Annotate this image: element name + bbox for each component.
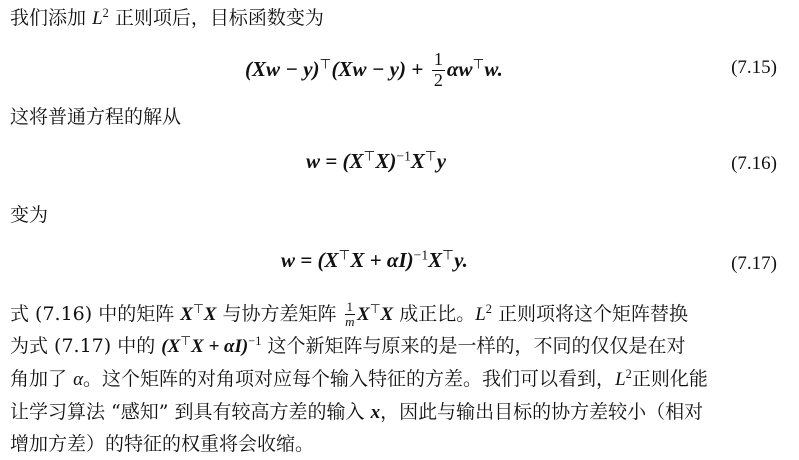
para-line-1 [10, 300, 688, 330]
eq1-number: (7.15) [731, 57, 777, 78]
eq1-sup1: ⊤ [319, 56, 332, 72]
eq1-part2: (Xw − y) + [331, 56, 424, 81]
para-line-2 [10, 333, 685, 360]
para-l1j: 成正比。 [399, 302, 476, 325]
intro-math-l: L [92, 8, 103, 29]
para-l2c: ⊤ [180, 334, 192, 349]
para-l1d: X [203, 303, 217, 325]
eq3-number: (7.17) [731, 253, 777, 274]
eq2-lhs: w = (X [306, 149, 364, 173]
eq1-part4: w. [484, 56, 503, 81]
para-l2f: 这个新矩阵与原来的是一样的，不同的仅仅是在对 [267, 335, 686, 357]
para-l2e: −1 [248, 334, 262, 349]
para-l1f-den: m [345, 314, 355, 330]
eq2-y: y [436, 149, 447, 173]
equation-7-16 [306, 149, 446, 174]
eq3-sup3: ⊤ [442, 247, 455, 263]
equation-7-15 [245, 50, 503, 91]
equation-7-17 [281, 248, 468, 273]
intro-math-sup: 2 [102, 6, 109, 21]
eq1-fraction [432, 50, 445, 91]
para-l3f: 正则化能 [631, 368, 708, 390]
eq3-sup1: ⊤ [338, 247, 351, 263]
para-l1c: ⊤ [192, 302, 204, 317]
para-l1i: X [380, 303, 394, 325]
intro-text: 我们添加 [10, 7, 87, 29]
para-l4a: 让学习算法 “感知” 到具有较高方差的输入 [10, 401, 365, 423]
normal-eq-line: 这将普通方程的解从 [10, 106, 182, 128]
eq3-y: y. [454, 248, 468, 272]
para-l2b: (X [161, 336, 181, 357]
para-l3d: L [615, 369, 626, 390]
intro-rest: 正则项后，目标函数变为 [114, 7, 324, 29]
para-l3c: 。这个矩阵的对角项对应每个输入特征的方差。我们可以看到， [83, 368, 616, 390]
para-l1b: X [180, 303, 193, 325]
eq2-x: X [410, 149, 425, 173]
eq2-number: (7.16) [731, 153, 777, 174]
para-l1k: L [475, 303, 486, 325]
eq2-mid: X) [375, 149, 397, 173]
para-l1a: 式 (7.16) 中的矩阵 [10, 302, 175, 325]
para-l2a: 为式 (7.17) 中的 [10, 335, 156, 357]
eq1-part1: (Xw − y) [245, 56, 320, 81]
eq1-frac-num: 1 [433, 49, 443, 69]
para-l1g: X [357, 303, 370, 325]
para-l1e: 与协方差矩阵 [222, 302, 337, 325]
eq3-x: X [428, 248, 443, 272]
para-line-5: 增加方差）的特征的权重将会收缩。 [10, 433, 315, 455]
eq2-sup2: −1 [396, 148, 411, 164]
intro-line [10, 5, 324, 32]
para-l3e: 2 [625, 367, 632, 382]
para-line-4 [10, 399, 703, 426]
eq1-part3: αw [446, 56, 473, 81]
para-l3b: α [73, 369, 84, 390]
para-l1f-fraction [345, 300, 356, 330]
eq2-sup1: ⊤ [363, 148, 376, 164]
eq3-sup2: −1 [413, 247, 429, 263]
para-l3a: 角加了 [10, 368, 68, 390]
becomes-line: 变为 [10, 204, 49, 226]
eq1-frac-den: 2 [433, 69, 443, 90]
para-l4b: x [370, 402, 381, 423]
eq2-sup3: ⊤ [424, 148, 437, 164]
eq3-mid: X + αI) [350, 248, 414, 272]
para-l1f-num: 1 [346, 299, 354, 314]
para-line-3 [10, 366, 708, 393]
para-l2d: X + αI) [191, 336, 249, 357]
para-l1h: ⊤ [369, 302, 381, 317]
para-l4c: ，因此与输出目标的协方差较小（相对 [380, 401, 704, 423]
para-l1m: 正则项将这个矩阵替换 [498, 302, 689, 325]
eq3-lhs: w = (X [281, 248, 339, 272]
eq1-sup2: ⊤ [472, 56, 485, 72]
para-l1l: 2 [485, 302, 492, 317]
